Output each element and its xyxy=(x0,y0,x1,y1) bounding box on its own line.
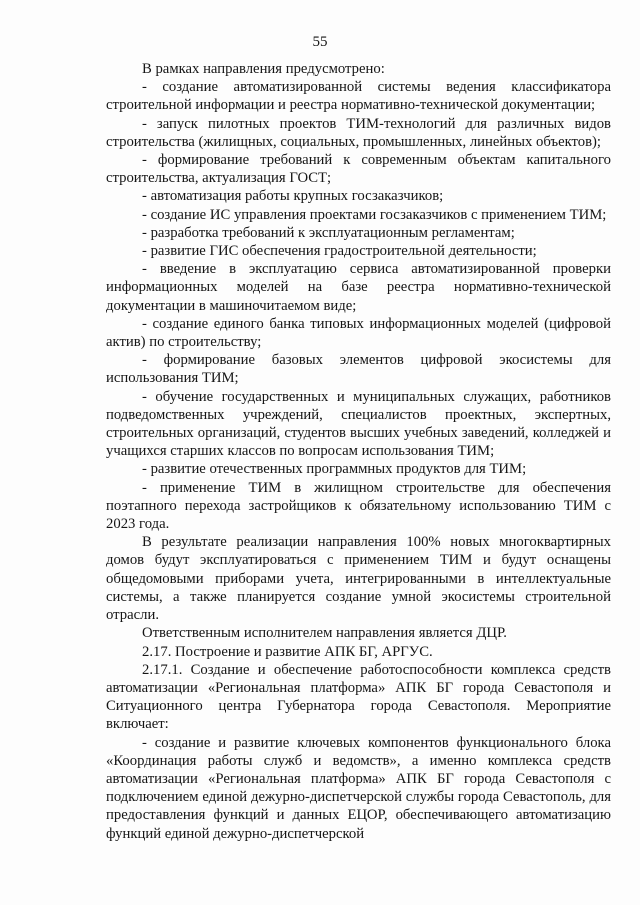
list-item: - разработка требований к эксплуатационным регламентам; xyxy=(142,224,515,241)
list-item: - автоматизация работы крупных госзаказчиков; xyxy=(142,188,444,205)
list-item: - обучение государственных и муниципальных служащих, работников подведомственных учреждений, специалистов проектных, экспертных, строительных организаций, студентов высших учебных заведений, колледжей и учащихся старших классов по вопросам использования ТИМ; xyxy=(106,388,611,460)
list-item: - введение в эксплуатацию сервиса автоматизированной проверки информационных моделей на базе реестра нормативно-технической документации в машиночитаемом виде; xyxy=(106,261,611,314)
paragraph: 2.17.1. Создание и обеспечение работоспособности комплекса средств автоматизации «Региональная платформа» АПК БГ города Севастополя и Ситуационного центра Губернатора города Севастополя. Мероприятие включает: xyxy=(106,661,611,733)
paragraph: В результате реализации направления 100% новых многоквартирных домов будут эксплуатироваться с применением ТИМ и будут оснащены общедомовыми приборами учета, интегрированными в интеллектуальные системы, а также планируется создание умной экосистемы строительной отрасли. xyxy=(106,534,611,624)
paragraph: В рамках направления предусмотрено: xyxy=(142,61,385,77)
list-item: - запуск пилотных проектов ТИМ-технологий для различных видов строительства (жилищных, социальных, промышленных, линейных объектов); xyxy=(106,115,611,150)
list-item: - создание автоматизированной системы ведения классификатора строительной информации и реестра нормативно-технической документации; xyxy=(106,79,611,114)
list-item: - развитие отечественных программных продуктов для ТИМ; xyxy=(142,461,527,478)
page-number: 55 xyxy=(312,34,328,50)
list-item: - создание ИС управления проектами госзаказчиков с применением ТИМ; xyxy=(142,206,607,223)
paragraph: Ответственным исполнителем направления является ДЦР. xyxy=(142,625,507,642)
document-body xyxy=(106,60,611,843)
list-item: - создание единого банка типовых информационных моделей (цифровой актив) по строительству; xyxy=(106,315,611,351)
list-item: - развитие ГИС обеспечения градостроительной деятельности; xyxy=(142,243,537,260)
list-item: - формирование требований к современным объектам капитального строительства, актуализация ГОСТ; xyxy=(106,152,611,187)
list-item: - создание и развитие ключевых компонентов функционального блока «Координация работы служб и ведомств», а именно комплекса средств автоматизации «Региональная платформа» АПК БГ города Севастополя с подключением единой дежурно-диспетчерской службы города Севастополь, для предоставления функций и данных ЕЦОР, обеспечивающего автоматизацию функций единой дежурно-диспетчерской xyxy=(106,734,611,842)
list-item: - применение ТИМ в жилищном строительстве для обеспечения поэтапного перехода застройщиков к обязательному использованию ТИМ с 2023 года. xyxy=(106,479,611,533)
section-heading: 2.17. Построение и развитие АПК БГ, АРГУС. xyxy=(142,643,433,660)
list-item: - формирование базовых элементов цифровой экосистемы для использования ТИМ; xyxy=(106,352,611,387)
